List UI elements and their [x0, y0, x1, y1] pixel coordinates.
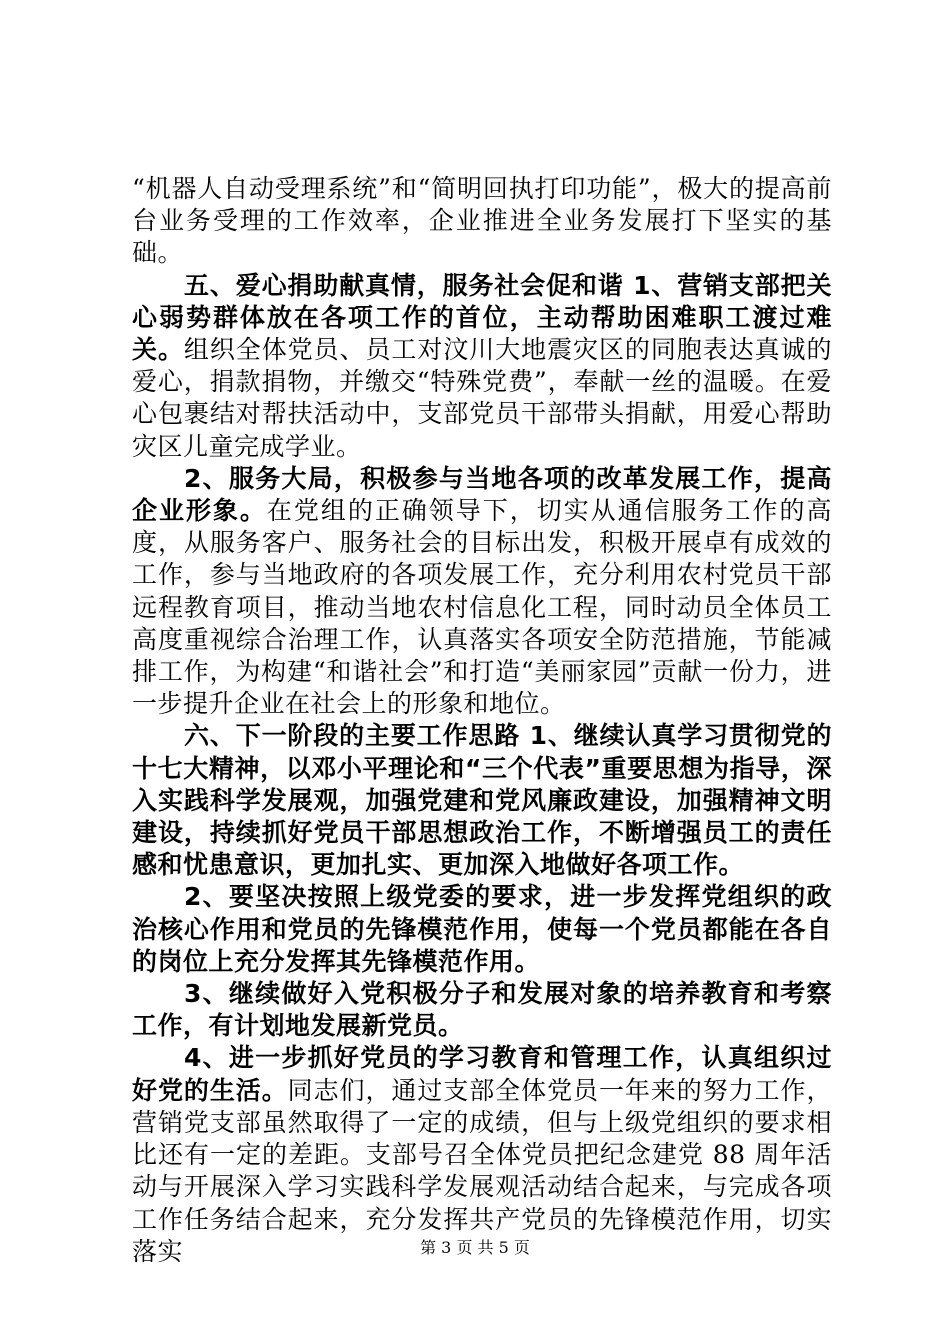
paragraph-2-text: 组织全体党员、员工对汶川大地震灾区的同胞表达真诚的爱心，捐款捐物，并缴交“特殊党费”，奉献一丝的温暖。在爱心包裹结对帮扶活动中，支部党员干部带头捐献，用爱心帮助灾区儿童完成学业。	[132, 335, 832, 461]
paragraph-7-text: 同志们，通过支部全体党员一年来的努力工作，营销党支部虽然取得了一定的成绩，但与上级党组织的要求相比还有一定的差距。支部号召全体党员把纪念建党 88 周年活动与开展深入学习实践科学发展观活动结合起来，与完成各项工作任务结合起来，充分发挥共产党员的先锋模范作用，切实落实	[132, 1075, 832, 1266]
paragraph-4-bold: 六、下一阶段的主要工作思路 1、继续认真学习贯彻党的十七大精神，以邓小平理论和“三个代表”重要思想为指导，深入实践科学发展观，加强党建和党风廉政建设，加强精神文明建设，持续抓好党员干部思想政治工作，不断增强员工的责任感和忧患意识，更加扎实、更加深入地做好各项工作。	[132, 721, 832, 880]
paragraph-4	[132, 720, 832, 881]
paragraph-7	[132, 1042, 832, 1267]
paragraph-5	[132, 881, 832, 978]
paragraph-1	[132, 173, 832, 270]
document-body	[132, 173, 832, 1268]
paragraph-1-text: “机器人自动受理系统”和“简明回执打印功能”，极大的提高前台业务受理的工作效率，企业推进全业务发展打下坚实的基础。	[132, 174, 832, 268]
paragraph-5-bold: 2、要坚决按照上级党委的要求，进一步发挥党组织的政治核心作用和党员的先锋模范作用，使每一个党员都能在各自的岗位上充分发挥其先锋模范作用。	[132, 882, 832, 976]
paragraph-2	[132, 270, 832, 463]
paragraph-3	[132, 463, 832, 721]
paragraph-3-bold: 2、服务大局，积极参与当地各项的改革发展工作，提高企业形象。	[132, 463, 832, 526]
paragraph-7-bold: 4、进一步抓好党员的学习教育和管理工作，认真组织过好党的生活。	[132, 1043, 832, 1105]
paragraph-6-bold: 3、继续做好入党积极分子和发展对象的培养教育和考察工作，有计划地发展新党员。	[132, 979, 832, 1041]
paragraph-2-bold: 五、爱心捐助献真情，服务社会促和谐 1、营销支部把关心弱势群体放在各项工作的首位，主动帮助困难职工渡过难关。	[132, 270, 832, 365]
paragraph-3-text: 在党组的正确领导下，切实从通信服务工作的高度，从服务客户、服务社会的目标出发，积极开展卓有成效的工作，参与当地政府的各项发展工作，充分利用农村党员干部远程教育项目，推动当地农村信息化工程，同时动员全体员工高度重视综合治理工作，认真落实各项安全防范措施，节能减排工作，为构建“和谐社会”和打造“美丽家园”贡献一份力，进一步提升企业在社会上的形象和地位。	[132, 496, 832, 719]
paragraph-6	[132, 978, 832, 1042]
page-number-footer: 第 3 页 共 5 页	[420, 1238, 530, 1257]
